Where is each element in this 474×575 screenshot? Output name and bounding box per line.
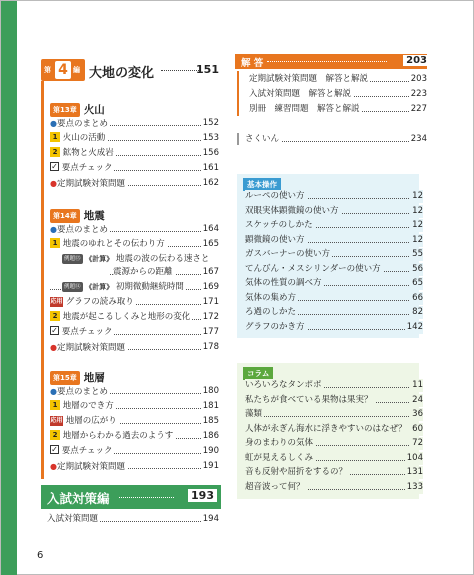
entry-page: 12 (412, 191, 423, 201)
entry-label: いろいろなタンポポ (245, 380, 322, 390)
toc-entry[interactable] (249, 88, 427, 101)
unit-page: 151 (196, 63, 219, 76)
entry-page: 11 (412, 380, 423, 390)
answers-accent-line (237, 71, 239, 116)
toc-entry[interactable] (50, 253, 219, 266)
entry-page: 169 (202, 282, 219, 292)
example-badge: 例題⑬ (64, 256, 81, 262)
entry-page: 191 (202, 461, 219, 471)
chapter-title: 地層 (83, 372, 105, 384)
section-number: 2 (50, 147, 60, 157)
entry-page: 152 (202, 118, 219, 128)
toc-entry[interactable] (50, 430, 219, 443)
section-number: 1 (50, 400, 60, 410)
toc-entry[interactable] (245, 379, 423, 392)
index-accent-line (237, 133, 239, 145)
entry-label: 定期試験対策問題 解答と解説 (249, 74, 369, 84)
toc-entry[interactable] (245, 248, 423, 261)
entry-page: 186 (202, 431, 219, 441)
entry-page: 172 (202, 312, 219, 322)
entry-page: 162 (202, 178, 219, 188)
toc-entry[interactable] (245, 277, 423, 290)
entry-page: 82 (412, 307, 423, 317)
toc-entry[interactable] (245, 219, 423, 232)
entry-label: ろ過のしかた (245, 307, 297, 317)
basic-ops-tag: 基本操作 (243, 178, 281, 191)
toc-entry[interactable] (245, 205, 423, 218)
toc-entry[interactable] (50, 385, 219, 398)
checkbox-icon: ✓ (51, 162, 58, 171)
entry-label: 地震のゆれとその伝わり方 (62, 239, 165, 249)
entry-page: 104 (406, 452, 423, 463)
exam-page: 193 (188, 489, 217, 502)
entry-page: 178 (202, 342, 219, 352)
bullet-icon: ● (50, 462, 57, 471)
toc-entry[interactable] (245, 292, 423, 305)
bullet-icon: ● (50, 225, 57, 234)
entry-label: 震源からの距離 (113, 267, 173, 277)
unit-title: 大地の変化 (89, 66, 155, 81)
chapter-heading-13[interactable] (50, 99, 105, 115)
entry-page: 194 (202, 514, 219, 524)
entry-page: 131 (406, 467, 423, 477)
toc-entry[interactable] (47, 513, 219, 526)
chapter-title: 火山 (83, 104, 105, 116)
toc-entry[interactable] (50, 311, 219, 324)
calc-badge: 《計算》 (85, 255, 114, 263)
entry-label: 初期微動継続時間 (115, 282, 184, 292)
toc-entry[interactable] (245, 394, 423, 407)
toc-entry[interactable] (249, 73, 427, 86)
toc-entry[interactable] (245, 423, 423, 436)
entry-page: 165 (202, 239, 219, 249)
bullet-icon: ● (50, 387, 57, 396)
toc-entry[interactable] (50, 296, 219, 309)
dot-leader (119, 497, 174, 498)
applied-badge: 応用 (50, 298, 63, 305)
toc-entry[interactable] (245, 437, 423, 450)
exam-title: 入試対策編 (47, 491, 110, 506)
toc-entry[interactable] (245, 481, 423, 494)
entry-label: 地層の広がり (65, 416, 117, 426)
entry-label: 入試対策問題 (47, 514, 99, 524)
entry-label: グラフの読み取り (65, 297, 134, 307)
index-entry[interactable] (245, 133, 427, 146)
chapter-heading-14[interactable] (50, 205, 105, 221)
unit-badge-suffix: 編 (73, 66, 80, 74)
toc-entry[interactable] (245, 321, 423, 334)
entry-label: 定期試験対策問題 (56, 343, 125, 353)
toc-entry[interactable] (50, 223, 219, 236)
entry-label: 虹が見えるしくみ (245, 452, 314, 463)
entry-page: 12 (412, 220, 423, 230)
entry-page: 36 (412, 409, 423, 419)
toc-entry[interactable] (50, 147, 219, 160)
column-box (237, 363, 423, 499)
entry-label: 地層のでき方 (62, 401, 114, 411)
toc-entry[interactable] (245, 306, 423, 319)
toc-entry[interactable] (50, 445, 219, 458)
entry-page: 56 (412, 263, 423, 274)
entry-page: 177 (202, 327, 219, 337)
entry-page: 180 (202, 386, 219, 396)
toc-entry[interactable] (249, 103, 427, 116)
page-number: 6 (37, 550, 44, 561)
column-tag: コラム (243, 367, 273, 380)
entry-label: 地層からわかる過去のようす (62, 431, 174, 441)
toc-entry[interactable] (245, 234, 423, 247)
entry-label: 地震の波の伝わる速さと (115, 254, 210, 264)
entry-label: さくいん (245, 134, 280, 144)
entry-page: 203 (410, 74, 427, 84)
chapter-badge: 第15章 (50, 371, 80, 385)
chapter-heading-15[interactable] (50, 367, 105, 383)
entry-page: 223 (410, 89, 427, 99)
entry-label: 気体の性質の調べ方 (245, 278, 322, 288)
entry-label: 超音波って何？ (245, 481, 305, 492)
entry-label: 私たちが食べている果物は果実？ (245, 394, 373, 405)
dot-leader (245, 416, 423, 417)
entry-page: 72 (412, 438, 423, 448)
toc-entry[interactable] (50, 117, 219, 130)
entry-label: 身のまわりの気体 (245, 438, 314, 448)
section-number: 1 (50, 238, 60, 248)
entry-page: 142 (406, 321, 423, 332)
example-badge: 例題⑭ (64, 284, 81, 290)
entry-page: 65 (412, 278, 423, 288)
chapter-badge: 第14章 (50, 209, 80, 223)
entry-label: 人体が永ぎん海水に浮きやすいのはなぜ？ (245, 423, 407, 434)
entry-label: スケッチのしかた (245, 220, 313, 230)
entry-label: 鉱物と火成岩 (62, 148, 114, 158)
entry-page: 55 (412, 249, 423, 259)
answers-heading[interactable] (235, 54, 427, 69)
toc-entry[interactable] (245, 263, 423, 276)
entry-label: 要点のまとめ (56, 225, 108, 235)
toc-entry[interactable] (50, 177, 219, 190)
unit-badge-number: 4 (55, 61, 71, 79)
entry-label: 顕微鏡の使い方 (245, 234, 305, 245)
entry-label: 入試対策問題 解答と解説 (249, 89, 352, 99)
unit-badge-prefix: 第 (44, 66, 51, 74)
checkbox-icon: ✓ (51, 445, 58, 454)
entry-label: 別冊 練習問題 解答と解説 (249, 104, 360, 114)
entry-label: てんびん・メスシリンダーの使い方 (245, 263, 381, 274)
bullet-icon: ● (50, 119, 57, 128)
entry-page: 234 (410, 134, 427, 144)
entry-page: 164 (202, 224, 219, 234)
toc-entry[interactable] (245, 452, 423, 465)
unit-heading[interactable] (41, 59, 219, 81)
toc-entry[interactable] (50, 400, 219, 413)
bullet-icon: ● (50, 179, 57, 188)
calc-badge: 《計算》 (85, 283, 114, 291)
entry-label: ガスバーナーの使い方 (245, 249, 331, 259)
toc-entry[interactable] (50, 281, 219, 294)
entry-label: 定期試験対策問題 (56, 179, 125, 189)
dot-leader (161, 70, 199, 71)
entry-label: ルーペの使い方 (245, 191, 305, 201)
entry-label: 要点チェック (61, 327, 113, 337)
section-number: 1 (50, 132, 60, 142)
toc-entry[interactable] (245, 466, 423, 479)
entry-label: 双眼実体顕微鏡の使い方 (245, 205, 339, 216)
entry-page: 185 (202, 416, 219, 426)
dot-leader (267, 61, 387, 62)
chapter-badge: 第13章 (50, 103, 80, 117)
toc-entry[interactable] (50, 132, 219, 145)
entry-page: 153 (202, 133, 219, 143)
entry-label: 火山の活動 (62, 133, 106, 143)
entry-page: 66 (412, 292, 423, 303)
entry-label: グラフのかき方 (245, 321, 305, 332)
entry-page: 227 (410, 104, 427, 114)
entry-page: 171 (202, 297, 219, 307)
entry-label: 定期試験対策問題 (56, 462, 125, 472)
entry-page: 133 (406, 481, 423, 492)
entry-label: 要点チェック (61, 163, 113, 173)
bullet-icon: ● (50, 343, 57, 352)
entry-label: 要点チェック (61, 446, 113, 456)
toc-entry[interactable] (50, 326, 219, 339)
entry-page: 12 (412, 234, 423, 245)
answers-page: 203 (403, 55, 427, 66)
toc-entry[interactable] (245, 408, 423, 421)
toc-entry[interactable] (245, 190, 423, 203)
entry-page: 161 (202, 163, 219, 173)
basic-ops-box (237, 174, 423, 338)
checkbox-icon: ✓ (51, 326, 58, 335)
side-color-bar (1, 1, 17, 575)
applied-badge: 応用 (50, 417, 63, 424)
toc-entry[interactable] (50, 238, 219, 251)
entry-page: 24 (412, 394, 423, 405)
entry-page: 167 (202, 267, 219, 277)
entry-label: 音も反射や屈折をするの？ (245, 467, 348, 477)
entry-page: 181 (202, 401, 219, 411)
section-number: 2 (50, 311, 60, 321)
entry-label: 要点のまとめ (56, 387, 108, 397)
entry-label: 気体の集め方 (245, 292, 297, 303)
toc-entry[interactable] (50, 266, 219, 279)
toc-entry[interactable] (50, 415, 219, 428)
unit-accent-line (41, 81, 44, 479)
unit-badge (41, 59, 85, 81)
entry-label: 藻類 (245, 409, 263, 419)
entry-label: 地震が起こるしくみと地形の変化 (62, 312, 191, 322)
entry-page: 60 (412, 423, 423, 434)
exam-section-heading[interactable] (41, 485, 221, 509)
entry-page: 190 (202, 446, 219, 456)
entry-page: 156 (202, 148, 219, 158)
entry-label: 要点のまとめ (56, 119, 108, 129)
answers-title: 解 答 (241, 58, 264, 69)
toc-entry[interactable] (50, 162, 219, 175)
toc-entry[interactable] (50, 341, 219, 354)
chapter-title: 地震 (83, 210, 105, 222)
toc-entry[interactable] (50, 460, 219, 473)
section-number: 2 (50, 430, 60, 440)
entry-page: 12 (412, 205, 423, 216)
